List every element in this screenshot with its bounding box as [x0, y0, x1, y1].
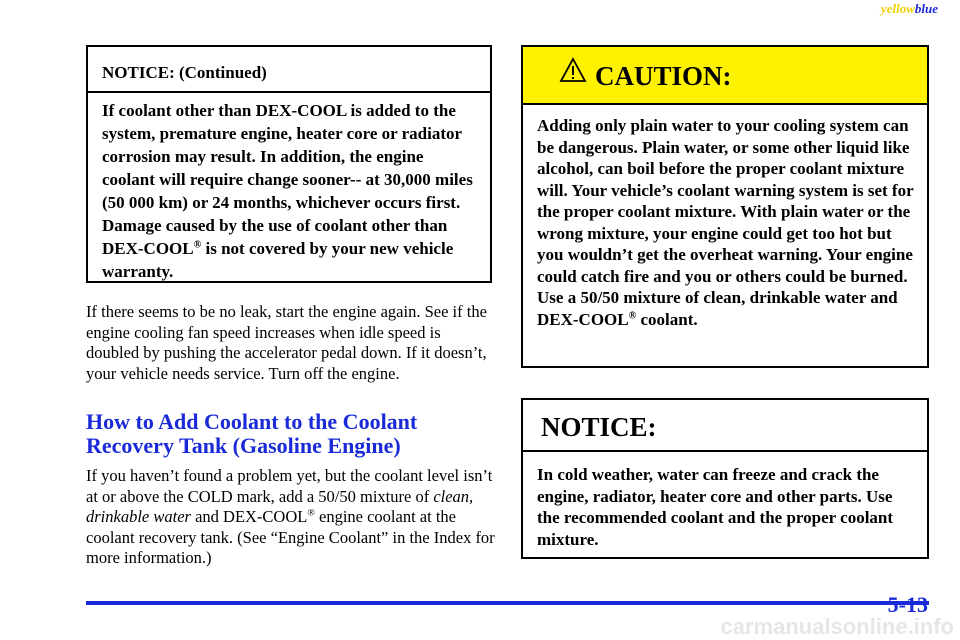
color-tag-yellow: yellow	[880, 1, 915, 16]
page-number: 5-13	[887, 592, 928, 617]
paragraph-leak-check: If there seems to be no leak, start the engine again. See if the engine cooling fan speed increases when idle speed is doubled by pushing the accelerator pedal down. If it doesn’t, your vehicle needs service. Turn off the engine.	[86, 302, 487, 383]
caution-box	[521, 45, 929, 368]
notice-continued-title: NOTICE: (Continued)	[88, 47, 490, 93]
caution-header	[523, 47, 927, 105]
section-heading: How to Add Coolant to the Coolant Recovery Tank (Gasoline Engine)	[86, 409, 418, 458]
caution-title: CAUTION:	[595, 61, 732, 91]
notice-continued-box	[86, 45, 492, 283]
caution-text: Adding only plain water to your cooling system can be dangerous. Plain water, or some other liquid like alcohol, can boil before the proper coolant mixture will. Your vehicle’s coolant warning system is set for the proper coolant mixture. With plain water or the wrong mixture, your engine could get too hot but you wouldn’t get the overheat warning. Your engine could catch fire and you or others could be burned. Use a 50/50 mixture of clean, drinkable water and DEX-COOL® coolant.	[537, 116, 914, 329]
color-tag-header	[881, 1, 938, 17]
watermark: carmanualsonline.info	[720, 614, 954, 639]
notice-title: NOTICE:	[523, 400, 927, 452]
notice-box	[521, 398, 929, 559]
notice-text: In cold weather, water can freeze and crack the engine, radiator, heater core and other parts. Use the recommended coolant and the proper coolant mixture.	[537, 465, 894, 549]
footer-rule	[86, 601, 929, 605]
color-tag-blue: blue	[914, 1, 938, 16]
paragraph-add-coolant: If you haven’t found a problem yet, but the coolant level isn’t at or above the COLD mark, add a 50/50 mixture of clean, drinkable water and DEX-COOL® engine coolant at the coolant recovery tank. (See “Engine Coolant” in the Index for more information.)	[86, 466, 495, 567]
warning-triangle-icon	[559, 57, 587, 83]
notice-continued-text: If coolant other than DEX-COOL is added to the system, premature engine, heater core or radiator corrosion may result. In addition, the engine coolant will require change sooner-- at 30,000 miles (50 000 km) or 24 months, whichever occurs first. Damage caused by the use of coolant other than DEX-COOL® is not covered by your new vehicle warranty.	[102, 101, 473, 281]
